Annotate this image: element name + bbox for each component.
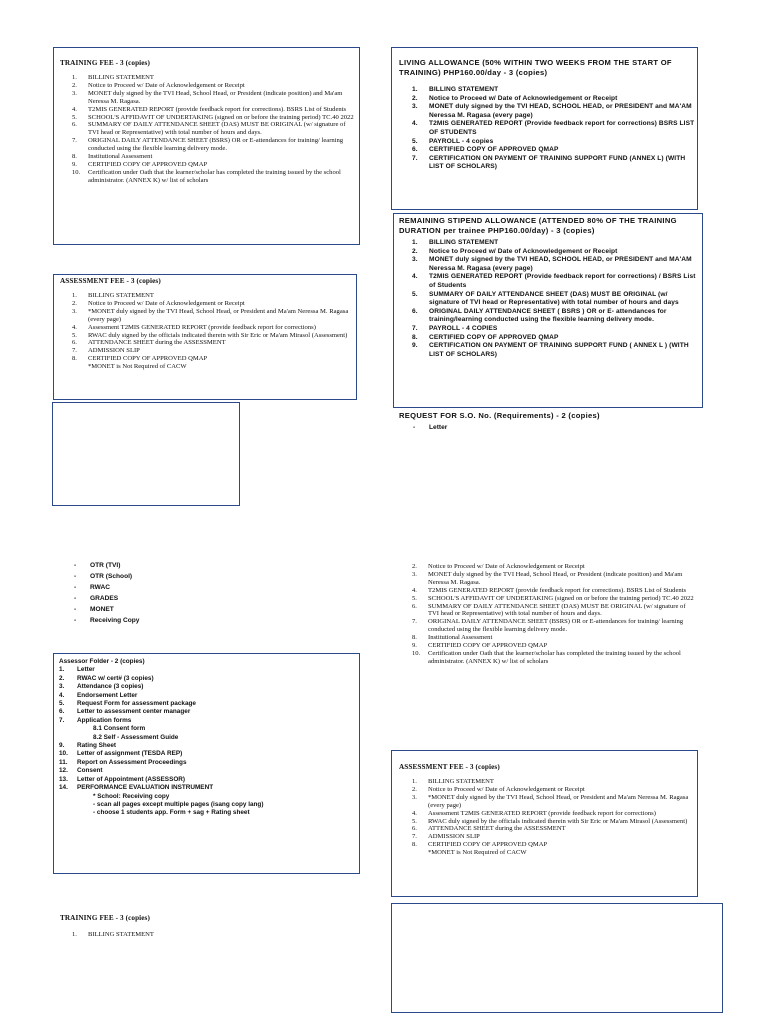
list-item [396,778,696,786]
list-item [59,759,357,767]
list-item [59,717,357,725]
item-number: 7. [72,137,77,145]
item-text: SUMMARY OF DAILY ATTENDANCE SHEET (DAS) MUST BE ORIGINAL (w/ signature of TVI head or Representative) with total number of hours and days. [428,602,686,618]
item-number: 8. [412,333,418,341]
item-number: 12. [59,767,68,775]
item-text: Notice to Proceed w/ Date of Acknowledgement or Receipt [429,247,618,255]
list-item [56,161,356,169]
item-number: 9. [412,642,417,650]
item-number: 6. [412,602,417,610]
list-item [59,675,357,683]
item-text: Certification under Oath that the learner/scholar has completed the training issued by the school administrator. (ANNEX K) w/ list of scholars [88,168,341,184]
item-number: 2. [412,563,417,570]
training-fee-list [56,74,356,185]
list-item [59,776,357,784]
list-item [399,103,695,120]
list-item [56,74,356,82]
list-item [59,784,357,792]
note-line: - scan all pages except multiple pages (isang copy lang) [93,800,264,808]
item-text: Report on Assessment Proceedings [77,758,187,766]
list-item [399,239,699,248]
item-text: Letter [77,666,95,674]
item-number: 4. [72,323,77,331]
item-number: 3. [412,793,417,801]
item-number: 4. [59,691,65,699]
remaining-stipend-title: REMAINING STIPEND ALLOWANCE (ATTENDED 80% OF THE TRAINING DURATION per trainee PHP160.00/day) - 3 (copies) [399,216,677,235]
item-number: 6. [59,708,65,716]
item-text: CERTIFICATION ON PAYMENT OF TRAINING SUPPORT FUND (ANNEX L) (WITH LIST OF SCHOLARS) [429,154,686,171]
list-item [399,291,699,308]
list-item [56,137,356,153]
item-number: 7. [72,347,77,355]
item-text: Notice to Proceed w/ Date of Acknowledgement or Receipt [429,94,618,102]
list-item [396,794,696,810]
request-so-title: REQUEST FOR S.O. No. (Requirements) - 2 (copies) [399,411,600,420]
sub-item: 8.2 Self - Assessment Guide [93,733,179,741]
item-text: Institutional Assessment [428,634,493,642]
item-text: Consent [77,767,103,775]
item-number: 8. [72,355,77,363]
item-number: 2. [412,247,418,255]
list-item [396,849,696,857]
list-item [56,355,356,363]
list-item [399,325,699,334]
list-item: - RWAC [74,582,274,593]
list-item [56,114,356,122]
item-number: 6. [412,825,417,833]
item-text: PERFORMANCE EVALUATION INSTRUMENT [77,784,214,792]
item-number: 3. [412,570,417,578]
assessment-fee-right-title: ASSESSMENT FEE - 3 (copies) [399,763,500,771]
item-number: 10. [412,649,421,657]
item-number: 5. [72,331,77,339]
item-number: 7. [412,618,417,626]
item-number: 1. [72,292,77,299]
list-item [59,666,357,674]
list-item [396,642,696,650]
item-text: T2MIS GENERATED REPORT (Provide feedback report for corrections) / BSRS List of Students [429,273,696,289]
list-item [56,300,356,308]
item-number: 3. [412,103,418,111]
item-text: BILLING STATEMENT [88,931,154,938]
item-text: ORIGINAL DAILY ATTENDANCE SHEET ( BSRS ) OR or E- attendances for training/learning conducted using the flexible learning delivery mode. [429,307,667,324]
list-item [396,825,696,833]
list-item [396,841,696,849]
item-text: T2MIS GENERATED REPORT (provide feedback report for corrections). BSRS List of Students [88,105,347,113]
list-item [396,603,696,619]
list-item [399,155,695,172]
request-so-list [413,422,613,433]
item-text: Assessment T2MIS GENERATED REPORT (provide feedback report for corrections) [428,809,656,817]
list-item [59,708,357,716]
list-item [399,273,699,290]
item-text: Institutional Assessment [88,153,153,161]
item-text: CERTIFIED COPY OF APPROVED QMAP [88,355,208,363]
item-number: 1. [59,666,65,674]
item-number: 7. [412,324,418,332]
item-text: Attendance (3 copies) [77,683,144,691]
item-text: ADMISSION SLIP [428,833,480,841]
item-text: MONET duly signed by the TVI Head, School Head, or President (indicate position) and Ma'am Neressa M. Ragasa. [88,89,343,105]
item-number: 8. [412,634,417,642]
item-number: 5. [412,137,418,145]
item-text: CERTIFIED COPY OF APPROVED QMAP [428,841,548,849]
list-item: - OTR (School) [74,571,274,582]
item-text: ORIGINAL DAILY ATTENDANCE SHEET (BSRS) OR or E-attendances for training/ learning conducted using the flexible learning delivery mode. [428,618,684,634]
list-item [59,750,357,758]
item-text: SUMMARY OF DAILY ATTENDANCE SHEET (DAS) MUST BE ORIGINAL (w/ signature of TVI head or Representative) with total number of hours and days. [88,121,346,137]
list-item [59,742,357,750]
list-item [399,120,695,137]
item-number: 1. [72,74,77,81]
list-item [396,587,696,595]
item-text: *MONET duly signed by the TVI Head, School Head, or President and Ma'am Neressa M. Ragasa (every page) [88,307,349,323]
item-text: MONET duly signed by the TVI Head, School Head, or President (indicate position) and Ma'am Neressa M. Ragasa. [428,570,683,586]
living-allowance-title: LIVING ALLOWANCE (50% WITHIN TWO WEEKS FROM THE START OF TRAINING) PHP160.00/day - 3 (copies) [399,58,672,77]
item-text: PAYROLL - 4 COPIES [429,324,498,332]
item-number: 5. [412,817,417,825]
item-number: 1. [412,239,418,246]
list-item: - Letter [413,422,613,433]
list-item [399,334,699,343]
assessor-folder [59,658,357,818]
item-text: CERTIFICATION ON PAYMENT OF TRAINING SUPPORT FUND ( ANNEX L ) (WITH LIST OF SCHOLARS) [429,342,689,358]
item-text: CERTIFIED COPY OF APPROVED QMAP [88,160,208,168]
training-fee-title: TRAINING FEE - 3 (copies) [60,59,150,67]
list-item [399,248,699,257]
item-text: Assessment T2MIS GENERATED REPORT (provide feedback report for corrections) [88,323,316,331]
sub-item: 8.1 Consent form [93,725,146,733]
item-text: ORIGINAL DAILY ATTENDANCE SHEET (BSRS) OR or E-attendances for training/ learning conducted using the flexible learning delivery mode. [88,137,344,153]
assessment-fee-right-list [396,778,696,857]
item-text: CERTIFIED COPY OF APPROVED QMAP [429,146,559,154]
list-item [396,818,696,826]
item-number: 3. [412,256,418,264]
item-text: CERTIFIED COPY OF APPROVED QMAP [429,333,559,341]
item-number: 1. [72,931,77,938]
item-number: 7. [412,154,418,162]
item-text: ADMISSION SLIP [88,347,140,355]
item-text: SUMMARY OF DAILY ATTENDANCE SHEET (DAS) MUST BE ORIGINAL (w/ signature of TVI head or Representative) with total number of hours and days [429,290,679,307]
assessment-fee-title: ASSESSMENT FEE - 3 (copies) [60,277,161,285]
item-number: 7. [412,833,417,841]
item-text: ATTENDANCE SHEET during the ASSESSMENT [428,825,566,833]
item-text: BILLING STATEMENT [88,74,154,81]
item-text: RWAC duly signed by the officials indicated therein with Sir Eric or Ma'am Mirasol (Assessment) [428,817,688,825]
item-text: Letter to assessment center manager [77,708,191,716]
list-item [59,683,357,691]
item-text: BILLING STATEMENT [88,292,154,299]
item-text: BILLING STATEMENT [429,86,499,93]
item-text: *MONET duly signed by the TVI Head, School Head, or President and Ma'am Neressa M. Ragasa (every page) [428,793,689,809]
item-text: BILLING STATEMENT [429,239,499,246]
item-number: 5. [72,113,77,121]
list-item [396,786,696,794]
item-text: Certification under Oath that the learner/scholar has completed the training issued by the school administrator. (ANNEX K) w/ list of scholars [428,649,681,665]
item-number: 6. [412,146,418,154]
item-text: *MONET is Not Required of CACW [88,363,187,371]
remaining-stipend-list [399,239,699,359]
list-item [399,342,699,359]
item-text: MONET duly signed by the TVI HEAD, SCHOOL HEAD, or PRESIDENT and MA'AM Neressa M. Ragasa (every page) [429,256,692,272]
item-number: 9. [72,160,77,168]
item-number: 3. [59,683,65,691]
item-text: Application forms [77,716,132,724]
list-item [59,700,357,708]
list-item: - OTR (TVI) [74,560,274,571]
item-number: 5. [412,594,417,602]
item-text: CERTIFIED COPY OF APPROVED QMAP [428,642,548,650]
list-item: - GRADES [74,593,274,604]
item-text: SCHOOL'S AFFIDAVIT OF UNDERTAKING (signed on or before the training period) TC.40 2022 [88,113,354,121]
item-number: 10. [72,168,81,176]
note-line: * School: Receiving copy [93,792,170,800]
item-number: 1. [412,86,418,93]
list-item [399,308,699,325]
empty-box-bottom-right [391,903,723,1013]
list-item [399,146,695,155]
item-number: 1. [412,778,417,785]
list-item: - MONET [74,604,274,615]
item-text: SCHOOL'S AFFIDAVIT OF UNDERTAKING (signed on or before the training period) TC.40 2022 [428,594,694,602]
item-number: 9. [412,342,418,350]
list-item [56,292,356,300]
list-item [59,692,357,700]
item-number: 3. [72,89,77,97]
item-text: T2MIS GENERATED REPORT (Provide feedback report for corrections) BSRS LIST OF STUDENTS [429,120,695,136]
note-line: - choose 1 students app. Form + sag + Rating sheet [93,809,250,817]
list-item [396,563,696,571]
item-text: *MONET is Not Required of CACW [428,849,527,857]
item-number: 10. [59,750,68,758]
list-item [399,138,695,147]
list-item [56,308,356,324]
list-item [396,571,696,587]
item-number: 5. [412,290,418,298]
list-item [399,95,695,104]
document-dash-list [74,560,274,626]
item-number: 2. [72,81,77,89]
item-text: MONET duly signed by the TVI HEAD, SCHOOL HEAD, or PRESIDENT and MA'AM Neressa M. Ragasa (every page) [429,103,692,119]
item-number: 6. [412,307,418,315]
item-number: 3. [72,307,77,315]
item-number: 8. [412,841,417,849]
item-text: BILLING STATEMENT [428,778,494,785]
item-text: Request Form for assessment package [77,700,196,708]
list-item [396,650,696,666]
list-item [396,595,696,603]
list-item [396,833,696,841]
item-text: Notice to Proceed w/ Date of Acknowledgement or Receipt [88,299,245,307]
item-number: 4. [412,809,417,817]
list-item [56,931,356,939]
list-item [399,256,699,273]
item-text: PAYROLL - 4 copies [429,137,494,145]
item-number: 5. [59,700,65,708]
list-item: - Receiving Copy [74,615,274,626]
item-text: RWAC duly signed by the officials indicated therein with Sir Eric or Ma'am Mirasol (Assessment) [88,331,348,339]
item-number: 2. [59,674,65,682]
list-item [56,90,356,106]
list-item [56,332,356,340]
list-item [56,121,356,137]
item-number: 6. [72,121,77,129]
list-item [396,618,696,634]
item-text: ATTENDANCE SHEET during the ASSESSMENT [88,339,226,347]
item-number: 4. [412,120,418,128]
list-item [396,634,696,642]
list-item [399,86,695,95]
item-text: Notice to Proceed w/ Date of Acknowledgement or Receipt [88,81,245,89]
item-number: 4. [72,105,77,113]
item-number: 8. [72,153,77,161]
item-text: Letter of Appointment (ASSESSOR) [77,775,186,783]
empty-box-left [52,402,240,506]
item-text: Notice to Proceed w/ Date of Acknowledgement or Receipt [428,785,585,793]
training-fee-continued-list [396,563,696,666]
assessment-fee-list [56,292,356,371]
item-number: 4. [412,273,418,281]
item-number: 14. [59,784,68,792]
assessor-folder-title: Assessor Folder - 2 (copies) [59,658,145,665]
list-item [396,810,696,818]
list-item [56,82,356,90]
item-number: 7. [59,716,65,724]
list-item [56,339,356,347]
item-text: Letter of assignment (TESDA REP) [77,750,183,758]
list-item [56,347,356,355]
item-number: 2. [412,94,418,102]
item-text: Notice to Proceed w/ Date of Acknowledgement or Receipt [428,563,585,570]
item-number: 11. [59,758,68,766]
item-number: 4. [412,586,417,594]
list-item [59,767,357,775]
list-item [56,363,356,371]
item-number: 9. [59,742,65,750]
training-fee-bottom-list [56,931,356,939]
training-fee-bottom-title: TRAINING FEE - 3 (copies) [60,914,150,922]
item-text: Endorsement Letter [77,691,138,699]
item-number: 2. [72,299,77,307]
list-item [56,153,356,161]
item-number: 13. [59,775,68,783]
item-text: T2MIS GENERATED REPORT (provide feedback report for corrections). BSRS List of Students [428,586,687,594]
item-text: Rating Sheet [77,742,117,750]
living-allowance-list [399,86,695,172]
item-text: RWAC w/ cert# (3 copies) [77,674,154,682]
item-number: 6. [72,339,77,347]
list-item [56,106,356,114]
item-number: 2. [412,785,417,793]
list-item [56,169,356,185]
list-item [56,324,356,332]
